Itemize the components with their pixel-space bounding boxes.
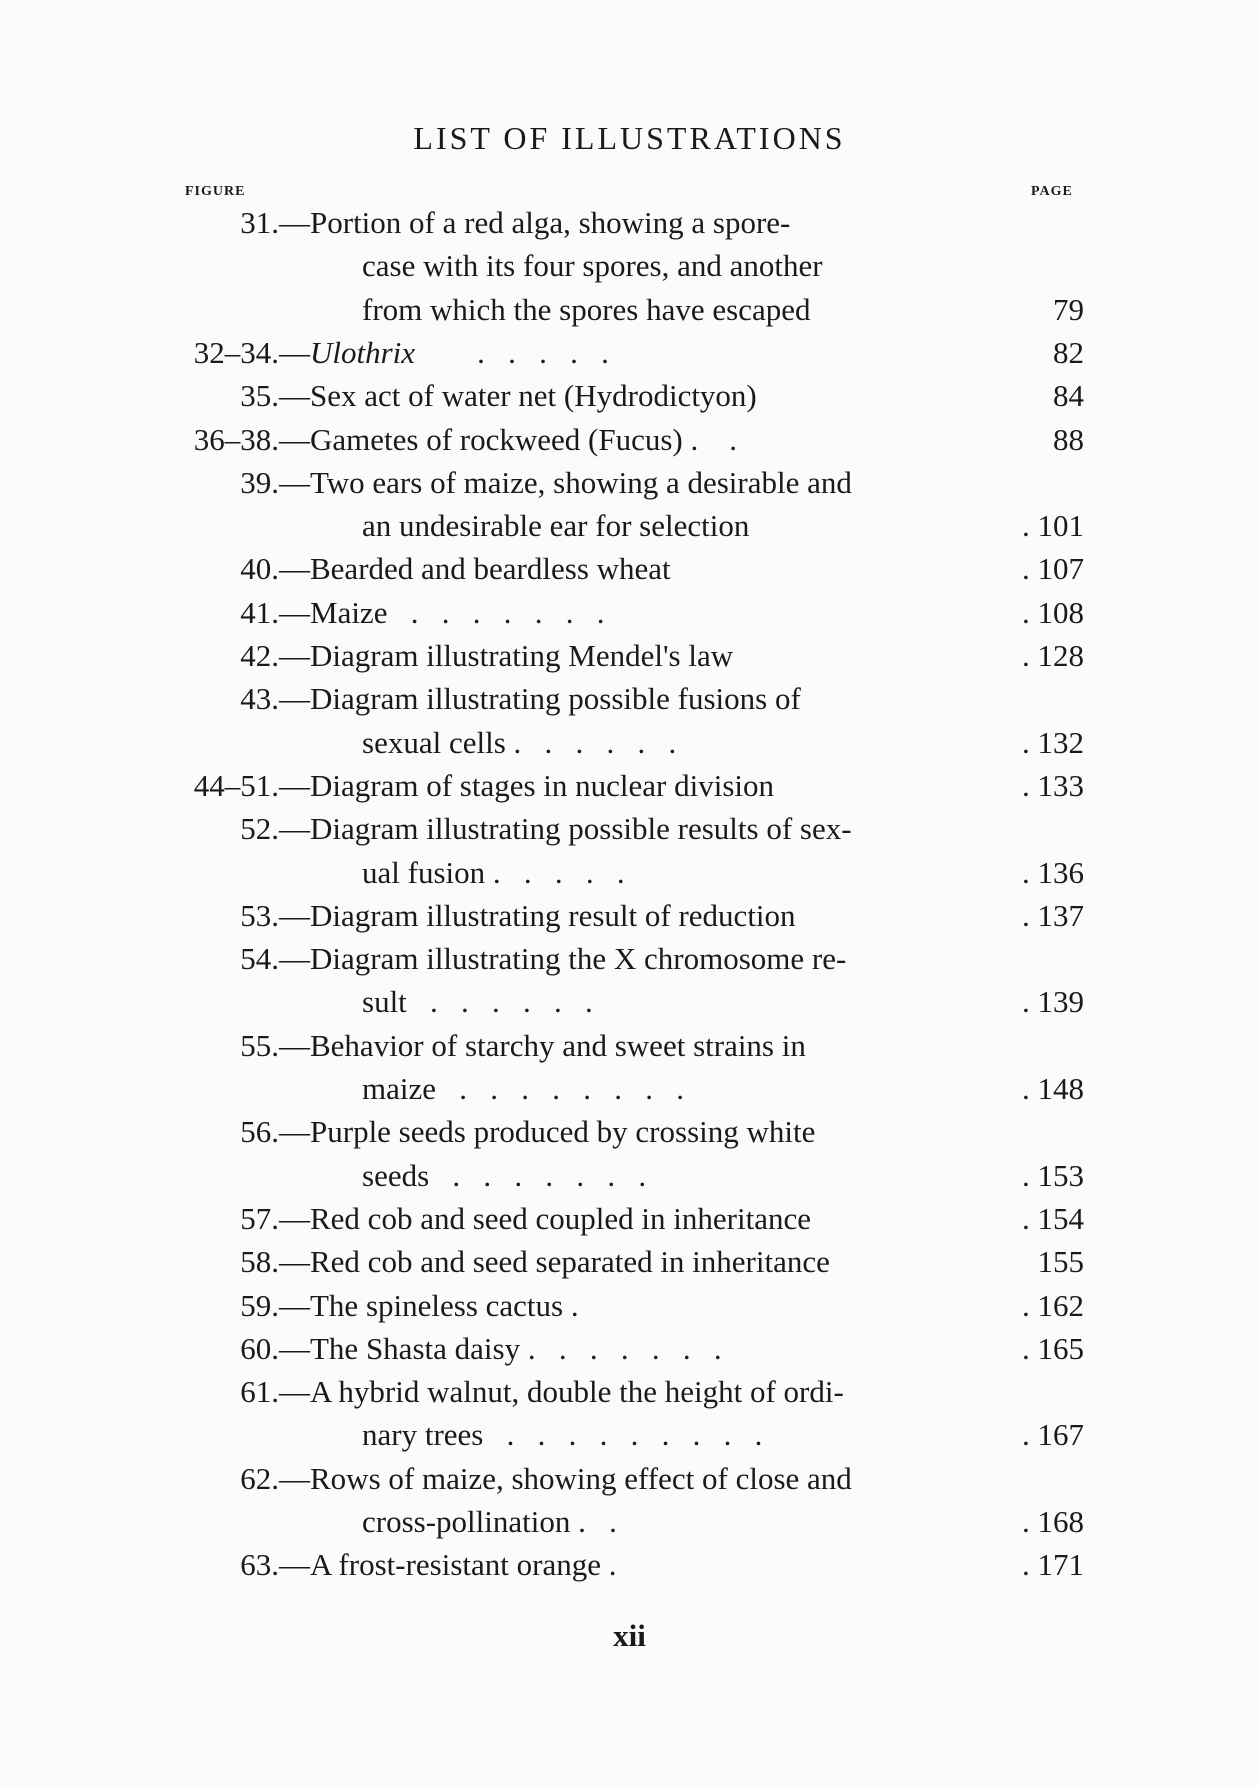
page-reference: 82 [1053, 334, 1084, 370]
figure-caption-line: The spineless cactus . [310, 1287, 579, 1323]
figure-number: 31.— [240, 205, 310, 240]
figure-number: 41.— [240, 594, 310, 630]
page-reference: . 168 [1022, 1504, 1084, 1539]
page-reference: 155 [1037, 1244, 1084, 1280]
figure-number: 52.— [240, 811, 310, 847]
figure-number: 62.— [240, 1460, 310, 1496]
figure-caption-line: Diagram illustrating the X chromosome re- [310, 941, 847, 977]
figure-caption-line: Diagram illustrating Mendel's law [310, 638, 734, 673]
figure-number: 63.— [240, 1547, 310, 1583]
figure-caption-line: Diagram of stages in nuclear division [310, 767, 775, 803]
figure-caption-line: Ulothrix . . . . . [310, 333, 609, 373]
figure-caption-line: ual fusion . . . . . [362, 854, 625, 890]
figure-column-header: FIGURE [185, 184, 246, 199]
figure-caption-line: sexual cells . . . . . . [362, 724, 677, 760]
page-reference: . 153 [1022, 1157, 1084, 1193]
figure-caption-line: from which the spores have escaped [362, 291, 811, 327]
figure-number: 42.— [240, 638, 310, 673]
figure-number: 54.— [240, 941, 310, 977]
figure-caption-line: sult . . . . . . [362, 984, 593, 1020]
page-number: xii [613, 1618, 646, 1653]
page-reference: . 101 [1022, 508, 1084, 544]
page-reference: 79 [1053, 291, 1084, 327]
page-reference: 88 [1053, 421, 1084, 457]
page-reference: . 139 [1022, 984, 1084, 1020]
figure-caption-line: Sex act of water net (Hydrodictyon) [310, 378, 757, 414]
figure-number: 39.— [240, 464, 310, 500]
figure-caption-line: Two ears of maize, showing a desirable and [310, 464, 852, 500]
figure-caption-line: Maize . . . . . . . [310, 594, 605, 630]
figure-number: 55.— [240, 1027, 310, 1063]
figure-caption-line: A hybrid walnut, double the height of ordi- [310, 1374, 844, 1410]
figure-caption-line: Behavior of starchy and sweet strains in [310, 1027, 806, 1063]
figure-caption-line: A frost-resistant orange . [310, 1547, 617, 1583]
figure-caption-line: Diagram illustrating possible fusions of [310, 681, 801, 717]
figure-number: 61.— [240, 1374, 310, 1410]
page-reference: . 132 [1022, 724, 1084, 760]
page-reference: . 165 [1022, 1330, 1084, 1366]
figure-caption-line: an undesirable ear for selection [362, 508, 750, 544]
figure-number: 32–34.— [193, 334, 310, 370]
figure-caption-line: Diagram illustrating possible results of sex- [310, 811, 852, 847]
figure-caption-line: nary trees . . . . . . . . . [362, 1417, 763, 1453]
page-reference: 84 [1053, 378, 1084, 414]
page-reference: . 148 [1022, 1071, 1084, 1106]
figure-number: 44–51.— [193, 767, 310, 803]
page-reference: . 107 [1022, 551, 1084, 587]
page-reference: . 162 [1022, 1287, 1084, 1323]
figure-caption-line: Gametes of rockweed (Fucus) . . [310, 421, 737, 457]
figure-number: 56.— [240, 1114, 310, 1150]
figure-number: 43.— [240, 681, 310, 717]
figure-caption-line: maize . . . . . . . . [362, 1071, 685, 1106]
figure-caption-line: cross-pollination . . [362, 1504, 617, 1539]
figure-number: 40.— [240, 551, 310, 587]
page-title: LIST OF ILLUSTRATIONS [413, 120, 846, 156]
figure-caption-line: Bearded and beardless wheat [310, 551, 671, 587]
figure-caption-line: Diagram illustrating result of reduction [310, 897, 796, 933]
figure-caption-line: Red cob and seed coupled in inheritance [310, 1200, 811, 1236]
figure-caption-line: Purple seeds produced by crossing white [310, 1114, 816, 1150]
page-reference: . 154 [1022, 1200, 1084, 1236]
figure-caption-line: Portion of a red alga, showing a spore- [310, 205, 791, 240]
figure-number: 57.— [240, 1200, 310, 1236]
figure-number: 53.— [240, 897, 310, 933]
page-column-header: PAGE [1031, 184, 1073, 199]
page-reference: . 167 [1022, 1417, 1084, 1453]
figure-caption-line: case with its four spores, and another [362, 248, 823, 284]
leader-dots: . . . . . [415, 334, 609, 370]
figure-number: 36–38.— [193, 421, 310, 457]
figure-number: 58.— [240, 1244, 310, 1280]
page-reference: . 171 [1022, 1547, 1084, 1583]
figure-caption-line: The Shasta daisy . . . . . . . [310, 1330, 722, 1366]
figure-caption-line: seeds . . . . . . . [362, 1157, 647, 1193]
page-reference: . 136 [1022, 854, 1084, 890]
page-reference: . 108 [1022, 594, 1084, 630]
page-reference: . 133 [1022, 767, 1084, 803]
figure-caption-line: Red cob and seed separated in inheritance [310, 1244, 830, 1280]
figure-number: 60.— [240, 1330, 310, 1366]
figure-number: 59.— [240, 1287, 310, 1323]
page-reference: . 137 [1022, 897, 1084, 933]
figure-caption-line: Rows of maize, showing effect of close and [310, 1460, 852, 1496]
figure-number: 35.— [240, 378, 310, 414]
page-reference: . 128 [1022, 638, 1084, 673]
